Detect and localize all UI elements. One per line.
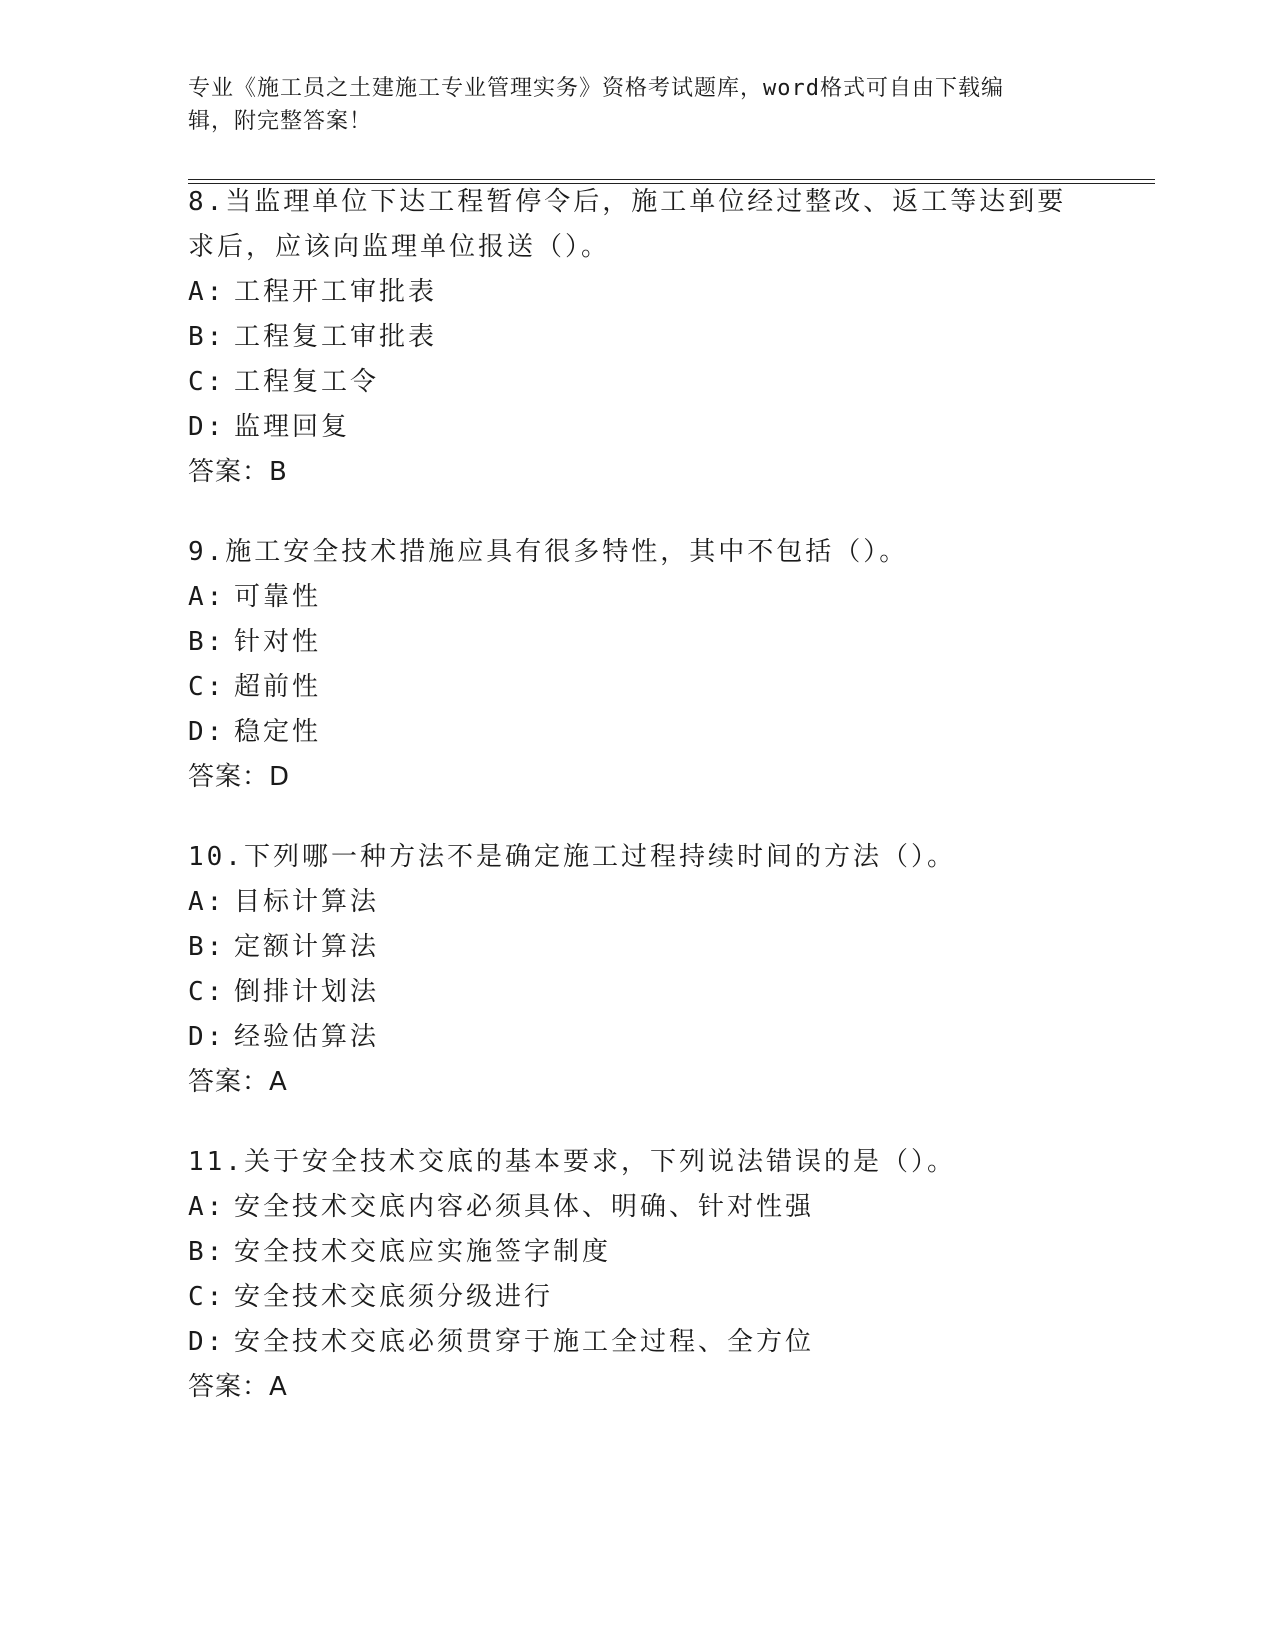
option-letter: A: bbox=[188, 1192, 226, 1222]
option-b bbox=[188, 315, 1068, 360]
option-text: 针对性 bbox=[234, 627, 322, 657]
option-text: 倒排计划法 bbox=[234, 977, 380, 1007]
option-a bbox=[188, 1185, 1068, 1230]
option-letter: B: bbox=[188, 1237, 226, 1267]
option-letter: C: bbox=[188, 977, 226, 1007]
document-header bbox=[188, 72, 1068, 138]
option-d bbox=[188, 710, 1068, 755]
option-letter: B: bbox=[188, 932, 226, 962]
option-text: 安全技术交底内容必须具体、明确、针对性强 bbox=[234, 1192, 815, 1222]
option-d bbox=[188, 1320, 1068, 1365]
option-text: 监理回复 bbox=[234, 412, 351, 442]
option-letter: C: bbox=[188, 1282, 226, 1312]
option-letter: D: bbox=[188, 1022, 226, 1052]
option-b bbox=[188, 925, 1068, 970]
option-text: 经验估算法 bbox=[234, 1022, 380, 1052]
question-10 bbox=[188, 835, 1068, 1105]
option-text: 工程复工令 bbox=[234, 367, 380, 397]
question-8 bbox=[188, 180, 1068, 495]
option-c bbox=[188, 1275, 1068, 1320]
option-text: 超前性 bbox=[234, 672, 322, 702]
option-c bbox=[188, 665, 1068, 710]
question-stem: 8.当监理单位下达工程暂停令后，施工单位经过整改、返工等达到要求后，应该向监理单位报送（）。 bbox=[188, 187, 1067, 262]
option-letter: B: bbox=[188, 627, 226, 657]
option-letter: A: bbox=[188, 582, 226, 612]
question-stem: 9.施工安全技术措施应具有很多特性，其中不包括（）。 bbox=[188, 537, 909, 567]
option-letter: D: bbox=[188, 1327, 226, 1357]
option-c bbox=[188, 360, 1068, 405]
question-9 bbox=[188, 530, 1068, 800]
option-b bbox=[188, 620, 1068, 665]
option-d bbox=[188, 1015, 1068, 1060]
option-a bbox=[188, 880, 1068, 925]
option-text: 安全技术交底必须贯穿于施工全过程、全方位 bbox=[234, 1327, 815, 1357]
option-text: 稳定性 bbox=[234, 717, 322, 747]
question-stem: 11.关于安全技术交底的基本要求，下列说法错误的是（）。 bbox=[188, 1147, 956, 1177]
option-letter: A: bbox=[188, 887, 226, 917]
option-letter: C: bbox=[188, 367, 226, 397]
option-text: 安全技术交底须分级进行 bbox=[234, 1282, 554, 1312]
option-letter: D: bbox=[188, 717, 226, 747]
option-text: 目标计算法 bbox=[234, 887, 380, 917]
option-d bbox=[188, 405, 1068, 450]
answer-line: 答案：A bbox=[188, 1372, 288, 1402]
header-line-2: 辑，附完整答案！ bbox=[188, 109, 373, 134]
question-11 bbox=[188, 1140, 1068, 1410]
option-c bbox=[188, 970, 1068, 1015]
option-letter: C: bbox=[188, 672, 226, 702]
option-text: 工程开工审批表 bbox=[234, 277, 438, 307]
answer-line: 答案：D bbox=[188, 762, 291, 792]
option-letter: D: bbox=[188, 412, 226, 442]
answer-line: 答案：A bbox=[188, 1067, 288, 1097]
option-text: 安全技术交底应实施签字制度 bbox=[234, 1237, 612, 1267]
option-a bbox=[188, 270, 1068, 315]
option-text: 定额计算法 bbox=[234, 932, 380, 962]
option-text: 工程复工审批表 bbox=[234, 322, 438, 352]
header-line-1: 专业《施工员之土建施工专业管理实务》资格考试题库，word格式可自由下载编 bbox=[188, 76, 1004, 101]
option-a bbox=[188, 575, 1068, 620]
option-b bbox=[188, 1230, 1068, 1275]
option-text: 可靠性 bbox=[234, 582, 322, 612]
answer-line: 答案：B bbox=[188, 457, 288, 487]
option-letter: A: bbox=[188, 277, 226, 307]
question-stem: 10.下列哪一种方法不是确定施工过程持续时间的方法（）。 bbox=[188, 842, 956, 872]
option-letter: B: bbox=[188, 322, 226, 352]
